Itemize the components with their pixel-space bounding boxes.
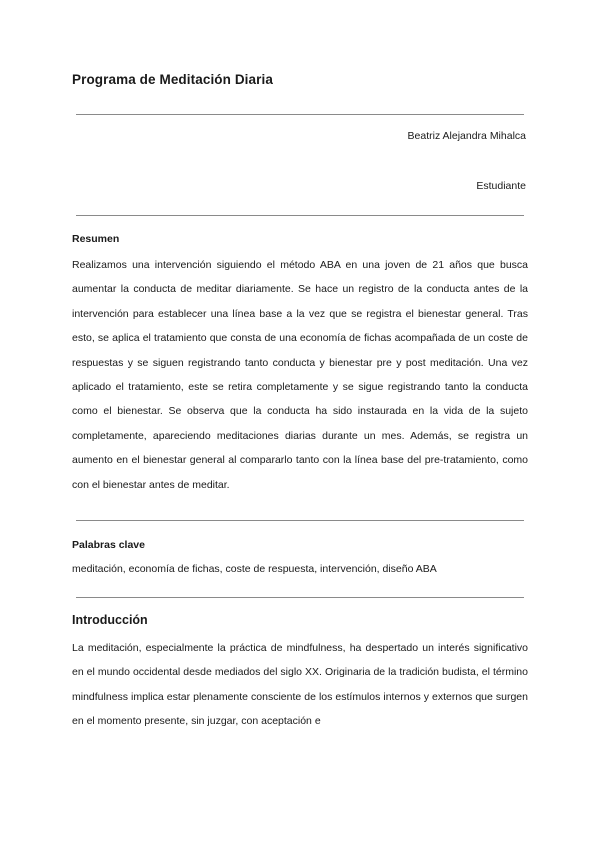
abstract-text: Realizamos una intervención siguiendo el método ABA en una joven de 21 años que busca aumentar la conducta de meditar diariamente. Se hace un registro de la conducta antes de la intervención para establecer una línea base a la vez que se registra el bienestar general. Tras esto, se aplica el tratamiento que consta de una economía de fichas acompañada de un coste de respuestas y se siguen registrando tanto conducta y bienestar pre y post meditación. Una vez aplicado el tratamiento, este se retira completamente y se sigue registrando tanto la conducta como el bienestar. Se observa que la conducta ha sido instaurada en la vida de la sujeto completamente, apareciendo meditaciones diarias durante un mes. Además, se registra un aumento en el bienestar general al compararlo tanto con la línea base del pre-tratamiento, como con el bienestar antes de meditar. [72, 259, 528, 491]
divider-line [76, 215, 524, 216]
introduction-heading: Introducción [72, 613, 148, 627]
divider-line [76, 520, 524, 521]
introduction-text: La meditación, especialmente la práctica de mindfulness, ha despertado un interés significativo en el mundo occidental desde mediados del siglo XX. Originaria de la tradición budista, el término mindfulness implica estar plenamente consciente de los estímulos internos y externos que surgen en el momento presente, sin juzgar, con aceptación e [72, 642, 528, 728]
keywords-text: meditación, economía de fichas, coste de respuesta, intervención, diseño ABA [72, 563, 437, 575]
abstract-heading: Resumen [72, 233, 120, 245]
document-title: Programa de Meditación Diaria [72, 72, 273, 87]
keywords-heading: Palabras clave [72, 539, 145, 551]
divider-line [76, 114, 524, 115]
author-name: Beatriz Alejandra Mihalca [407, 130, 526, 142]
divider-line [76, 597, 524, 598]
author-role: Estudiante [476, 180, 526, 192]
